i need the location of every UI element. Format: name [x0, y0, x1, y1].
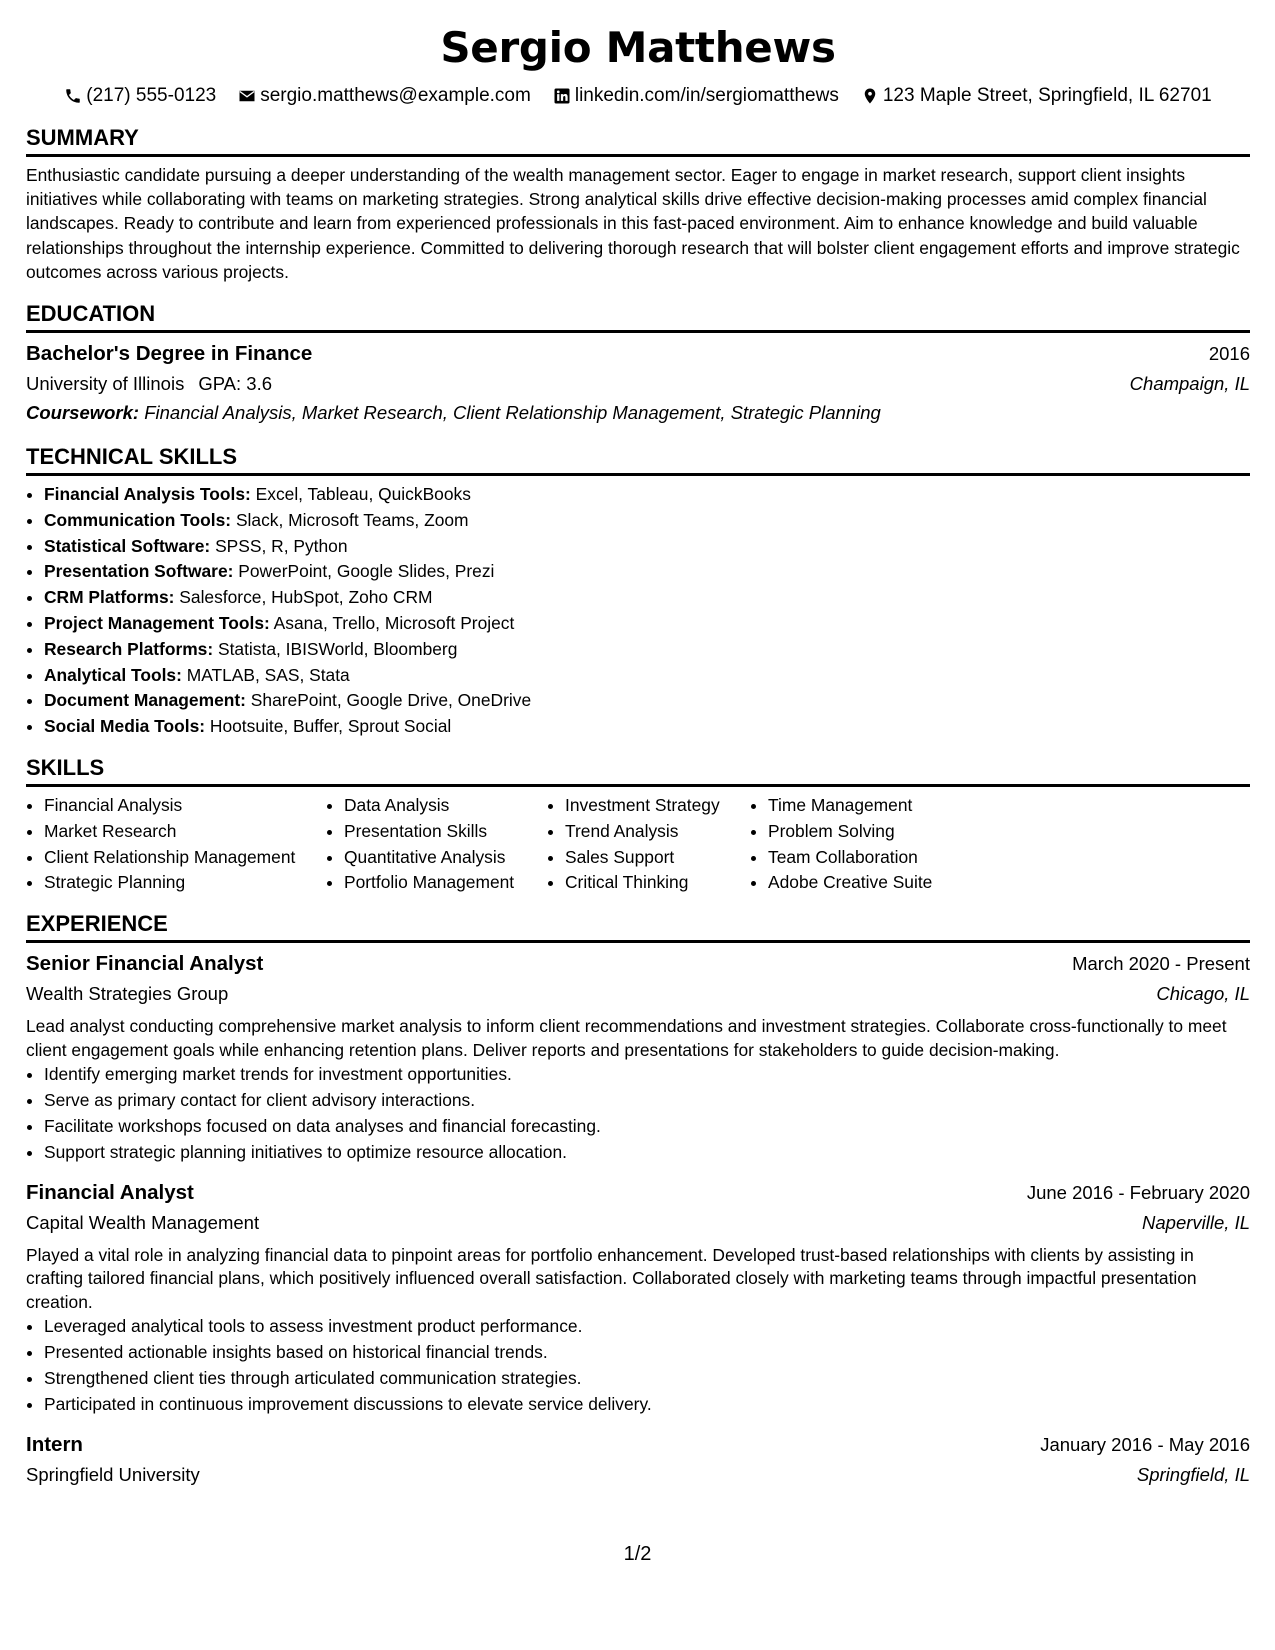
job-title: Senior Financial Analyst: [26, 952, 264, 976]
list-item: • Trend Analysis: [565, 819, 750, 845]
job-header-row: [26, 949, 1250, 979]
job-company: Springfield University: [26, 1463, 200, 1485]
job-company-row: [26, 979, 1250, 1009]
list-item: • Quantitative Analysis: [344, 845, 547, 871]
skills-column: [26, 793, 326, 896]
experience-section: [26, 910, 1250, 1489]
skill-category: Research Platforms:: [44, 638, 214, 659]
skills-column: [750, 793, 968, 896]
skill-category: Analytical Tools:: [44, 664, 182, 685]
list-item: [44, 508, 1250, 534]
skill-values: SharePoint, Google Drive, OneDrive: [250, 690, 532, 711]
skill-category: Document Management:: [44, 690, 246, 711]
gpa: GPA: 3.6: [198, 373, 273, 395]
school-name: University of Illinois: [26, 373, 185, 395]
job-location: Chicago, IL: [1156, 983, 1250, 1005]
list-item: [44, 663, 1250, 689]
education-school-row: [26, 369, 1250, 399]
skill-values: Hootsuite, Buffer, Sprout Social: [209, 716, 452, 737]
list-item: • Participated in continuous improvement discussions to elevate service delivery.: [44, 1392, 1250, 1418]
phone-icon: [64, 87, 82, 105]
contact-linkedin[interactable]: [553, 84, 839, 108]
job-title: Financial Analyst: [26, 1180, 194, 1204]
contact-address: [861, 84, 1212, 108]
list-item: • Facilitate workshops focused on data analyses and financial forecasting.: [44, 1114, 1250, 1140]
list-item: [44, 611, 1250, 637]
list-item: • Portfolio Management: [344, 870, 547, 896]
skill-values: Excel, Tableau, QuickBooks: [255, 484, 471, 505]
list-item: • Critical Thinking: [565, 870, 750, 896]
list-item: [44, 688, 1250, 714]
job-bullets: [26, 1062, 1250, 1165]
list-item: • Identify emerging market trends for investment opportunities.: [44, 1062, 1250, 1088]
skill-category: Project Management Tools:: [44, 613, 270, 633]
skill-category: Financial Analysis Tools:: [44, 484, 251, 505]
skill-category: Social Media Tools:: [44, 716, 206, 737]
job-dates: March 2020 - Present: [1072, 953, 1250, 975]
graduation-year: 2016: [1208, 343, 1250, 365]
job-description: Lead analyst conducting comprehensive market analysis to inform client recommendations and investment strategies. Collaborate cross-functionally to meet client engagement goals while enhancing retention plans. Deliver reports and presentations for stakeholders to guide decision-making.: [26, 1016, 1227, 1060]
skill-category: Statistical Software:: [44, 535, 211, 556]
skills-column: [547, 793, 750, 896]
summary-text: Enthusiastic candidate pursuing a deeper understanding of the wealth management sector. Eager to engage in market research, support client insights initiatives while collaborating with teams on marketing strategies. Strong analytical skills drive effective decision-making processes amid complex financial landscapes. Ready to contribute and learn from experienced professionals in this fast-paced environment. Aim to enhance knowledge and build valuable relationships throughout the internship experience. Committed to delivering thorough research that will bolster client engagement efforts and improve strategic outcomes across various projects.: [26, 165, 1240, 282]
contact-email[interactable]: [238, 84, 531, 108]
coursework-label: Coursework:: [26, 402, 140, 424]
map-pin-icon: [861, 87, 879, 105]
job-company-row: [26, 1460, 1250, 1490]
job-location: Naperville, IL: [1142, 1211, 1250, 1233]
skill-values: PowerPoint, Google Slides, Prezi: [238, 561, 495, 582]
job-location: Springfield, IL: [1136, 1463, 1250, 1485]
job-description: Played a vital role in analyzing financial data to pinpoint areas for portfolio enhancement. Developed trust-based relationships with clients by assisting in crafting tailored financial plans, which positively influenced overall satisfaction. Collaborated closely with marketing teams through impactful presentation creation.: [26, 1244, 1197, 1312]
skill-category: Presentation Software:: [44, 561, 234, 582]
list-item: • Serve as primary contact for client advisory interactions.: [44, 1088, 1250, 1114]
list-item: • Financial Analysis: [44, 793, 326, 819]
skill-values: MATLAB, SAS, Stata: [186, 664, 350, 685]
list-item: • Leveraged analytical tools to assess investment product performance.: [44, 1314, 1250, 1340]
list-item: • Time Management: [768, 793, 968, 819]
school-location: Champaign, IL: [1129, 373, 1250, 395]
skill-category: Communication Tools:: [44, 509, 232, 530]
address-text: 123 Maple Street, Springfield, IL 62701: [882, 85, 1212, 106]
linkedin-text[interactable]: linkedin.com/in/sergiomatthews: [574, 85, 839, 106]
contact-phone: [64, 84, 216, 108]
job-bullets: [26, 1314, 1250, 1417]
list-item: • Problem Solving: [768, 819, 968, 845]
list-item: [44, 559, 1250, 585]
list-item: [44, 585, 1250, 611]
envelope-icon: [238, 87, 256, 105]
skills-grid: [26, 793, 1250, 896]
education-header-row: [26, 339, 1250, 369]
job-company: Wealth Strategies Group: [26, 983, 229, 1005]
coursework-list: Financial Analysis, Market Research, Client Relationship Management, Strategic Planning: [144, 402, 881, 424]
coursework: [26, 399, 1250, 427]
technical-skills-section: [26, 443, 1250, 740]
skills-section: [26, 754, 1250, 896]
degree: Bachelor's Degree in Finance: [26, 342, 313, 366]
list-item: [44, 637, 1250, 663]
job-dates: January 2016 - May 2016: [1040, 1433, 1250, 1455]
section-title-skills: SKILLS: [26, 754, 1250, 787]
section-title-technical-skills: TECHNICAL SKILLS: [26, 443, 1250, 476]
candidate-name: Sergio Matthews: [440, 23, 836, 72]
contact-bar: [26, 84, 1250, 108]
job-title: Intern: [26, 1432, 83, 1456]
list-item: • Team Collaboration: [768, 845, 968, 871]
section-title-education: EDUCATION: [26, 300, 1250, 333]
job-entry: [26, 1178, 1250, 1418]
list-item: • Adobe Creative Suite: [768, 870, 968, 896]
section-title-summary: SUMMARY: [26, 124, 1250, 157]
job-dates: June 2016 - February 2020: [1026, 1181, 1250, 1203]
list-item: • Investment Strategy: [565, 793, 750, 819]
skill-category: CRM Platforms:: [44, 587, 175, 608]
skill-values: Slack, Microsoft Teams, Zoom: [235, 509, 469, 530]
list-item: • Presentation Skills: [344, 819, 547, 845]
job-header-row: [26, 1178, 1250, 1208]
email-text[interactable]: sergio.matthews@example.com: [260, 85, 531, 106]
list-item: • Strategic Planning: [44, 870, 326, 896]
skill-values: Statista, IBISWorld, Bloomberg: [218, 638, 458, 659]
job-company: Capital Wealth Management: [26, 1211, 260, 1233]
linkedin-icon: [553, 87, 571, 105]
list-item: • Market Research: [44, 819, 326, 845]
list-item: • Sales Support: [565, 845, 750, 871]
skill-values: SPSS, R, Python: [215, 535, 348, 556]
education-section: [26, 300, 1250, 427]
job-header-row: [26, 1430, 1250, 1460]
resume-page: [26, 0, 1250, 1490]
school-line: [26, 369, 272, 399]
skill-values: Asana, Trello, Microsoft Project: [273, 613, 515, 633]
phone-text: (217) 555-0123: [86, 85, 217, 106]
page-number: 1/2: [623, 1543, 652, 1565]
list-item: [44, 714, 1250, 740]
list-item: • Support strategic planning initiatives to optimize resource allocation.: [44, 1140, 1250, 1166]
list-item: [44, 482, 1250, 508]
list-item: • Data Analysis: [344, 793, 547, 819]
job-company-row: [26, 1208, 1250, 1238]
list-item: • Strengthened client ties through articulated communication strategies.: [44, 1366, 1250, 1392]
skills-column: [326, 793, 547, 896]
list-item: • Client Relationship Management: [44, 845, 326, 871]
job-entry: [26, 949, 1250, 1165]
technical-skills-list: [26, 482, 1250, 740]
list-item: • Presented actionable insights based on historical financial trends.: [44, 1340, 1250, 1366]
section-title-experience: EXPERIENCE: [26, 910, 1250, 943]
job-entry: [26, 1430, 1250, 1490]
summary-section: [26, 124, 1250, 284]
skill-values: Salesforce, HubSpot, Zoho CRM: [179, 587, 433, 608]
list-item: [44, 534, 1250, 560]
